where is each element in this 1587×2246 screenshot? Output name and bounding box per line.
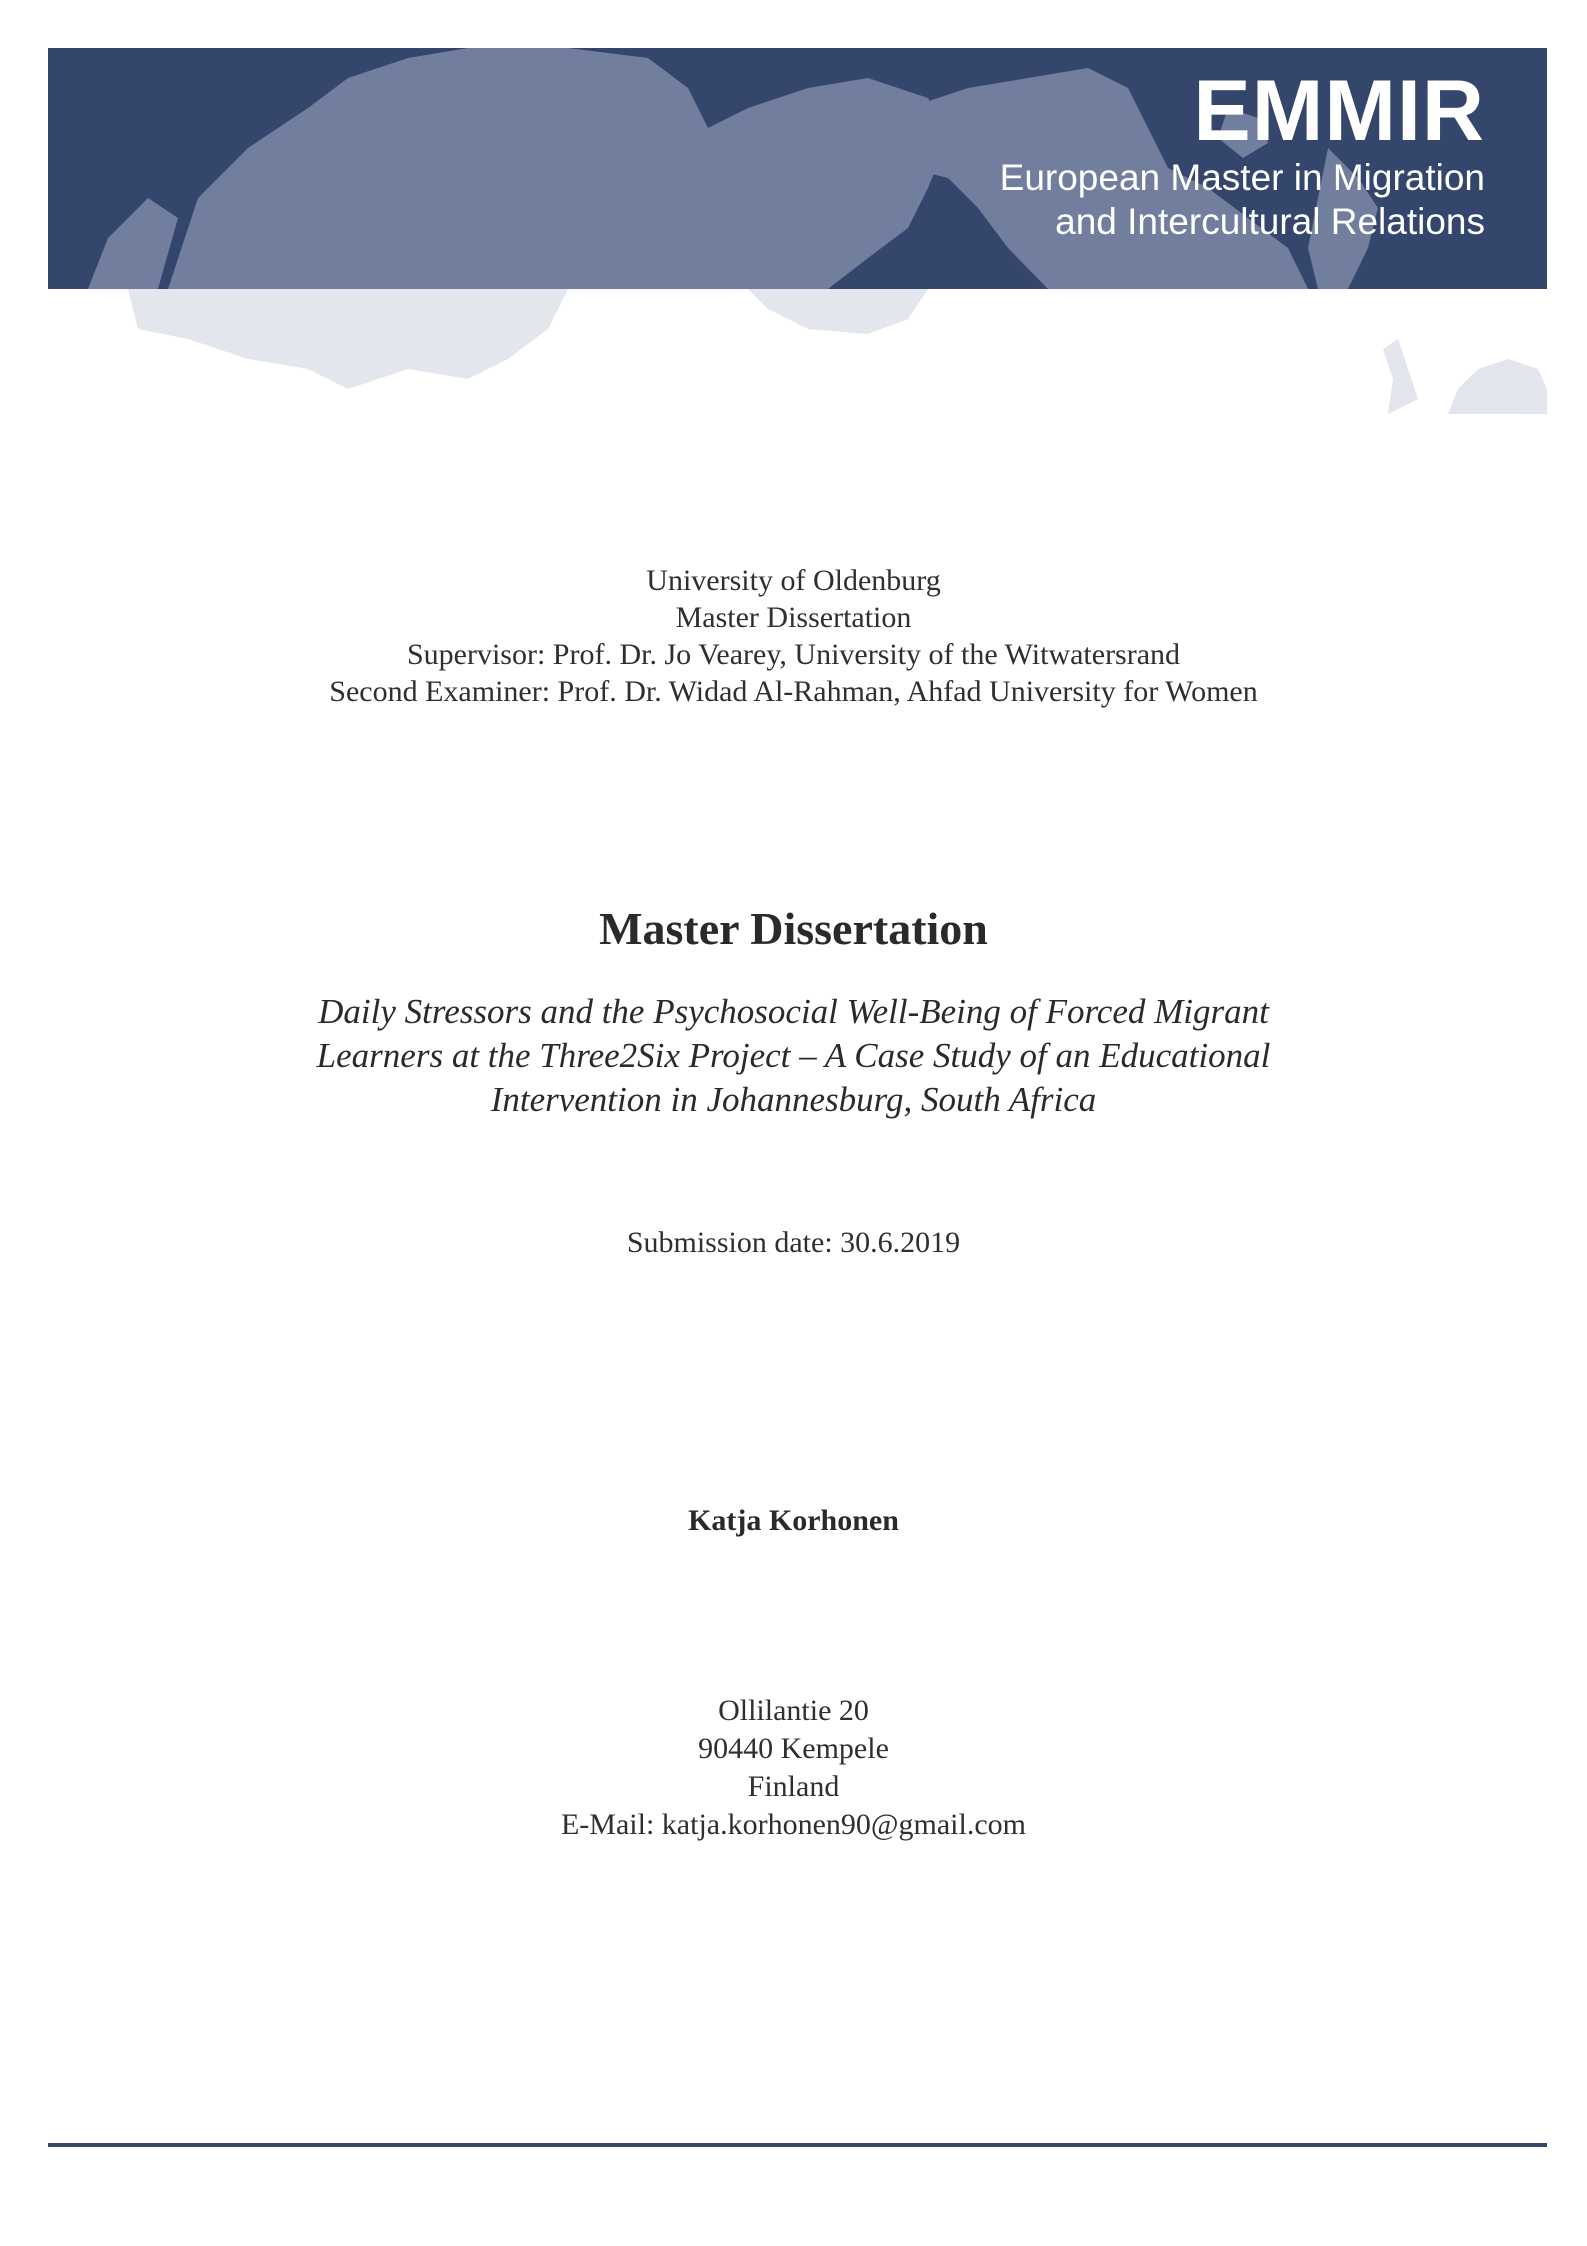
second-examiner-line: Second Examiner: Prof. Dr. Widad Al-Rahman, Ahfad University for Women	[329, 675, 1258, 708]
map-fade-right-2	[1383, 339, 1418, 414]
map-landmass-left-2	[88, 198, 178, 289]
document-type: Master Dissertation	[675, 601, 912, 634]
brand-name-line2: and Intercultural Relations	[1055, 201, 1485, 242]
subtitle-line1: Daily Stressors and the Psychosocial Well-Being of Forced Migrant	[318, 992, 1269, 1031]
map-fade-left	[128, 289, 568, 389]
address-city: 90440 Kempele	[698, 1732, 889, 1765]
address-country: Finland	[747, 1770, 840, 1803]
subtitle-line3: Intervention in Johannesburg, South Africa	[490, 1080, 1097, 1119]
dissertation-info	[0, 562, 1587, 710]
map-fade-middle	[748, 289, 928, 334]
supervisor-line: Supervisor: Prof. Dr. Jo Vearey, University of the Witwatersrand	[406, 638, 1181, 671]
brand-block	[999, 63, 1485, 244]
dissertation-subtitle	[0, 990, 1587, 1122]
footer-divider	[48, 2143, 1547, 2147]
author-address	[0, 1692, 1587, 1844]
brand-name-line1: European Master in Migration	[999, 157, 1485, 198]
subtitle-line2: Learners at the Three2Six Project – A Case Study of an Educational	[316, 1036, 1271, 1075]
address-email: E-Mail: katja.korhonen90@gmail.com	[560, 1808, 1026, 1841]
submission-date: Submission date: 30.6.2019	[626, 1226, 961, 1259]
page-title: Master Dissertation	[599, 903, 988, 954]
map-fade-graphic	[48, 289, 1547, 414]
brand-acronym: EMMIR	[1193, 63, 1485, 159]
map-fade-right	[1448, 359, 1547, 414]
author-name: Katja Korhonen	[688, 1504, 899, 1537]
address-street: Ollilantie 20	[718, 1694, 869, 1727]
map-landmass-left	[168, 48, 948, 289]
university-name: University of Oldenburg	[646, 564, 941, 597]
header-banner	[48, 48, 1547, 289]
